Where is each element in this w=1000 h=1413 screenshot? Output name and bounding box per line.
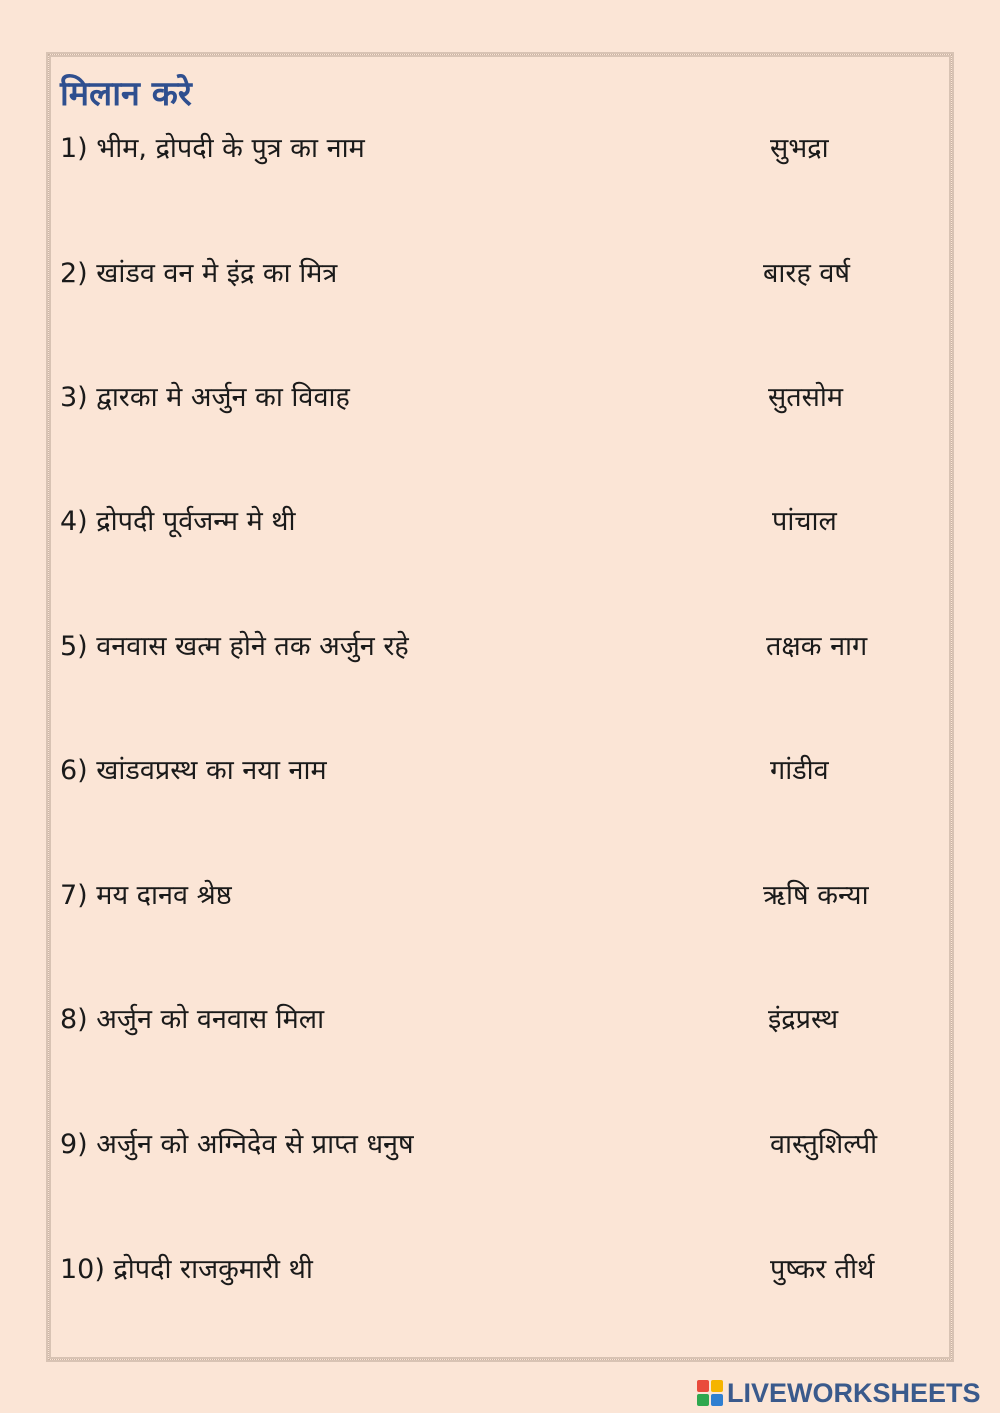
question-row: [60, 124, 940, 174]
logo-square: [711, 1394, 723, 1406]
question-row: [60, 373, 940, 423]
question-row: [60, 497, 940, 547]
logo-square: [697, 1394, 709, 1406]
answer-option[interactable]: बारह वर्ष: [763, 258, 850, 289]
question-row: [60, 1245, 940, 1295]
answer-option[interactable]: गांडीव: [770, 755, 829, 786]
answer-option[interactable]: इंद्रप्रस्थ: [768, 1004, 839, 1035]
question-row: [60, 622, 940, 672]
question-text: 1) भीम, द्रोपदी के पुत्र का नाम: [60, 133, 365, 164]
question-text: 5) वनवास खत्म होने तक अर्जुन रहे: [60, 631, 409, 662]
question-text: 10) द्रोपदी राजकुमारी थी: [60, 1254, 313, 1285]
logo-square: [697, 1380, 709, 1392]
question-row: [60, 995, 940, 1045]
liveworksheets-branding: [697, 1376, 981, 1410]
answer-option[interactable]: सुभद्रा: [770, 133, 829, 164]
logo-square: [711, 1380, 723, 1392]
question-row: [60, 1120, 940, 1170]
liveworksheets-wordmark: LIVEWORKSHEETS: [727, 1377, 981, 1408]
question-row: [60, 746, 940, 796]
question-text: 4) द्रोपदी पूर्वजन्म मे थी: [60, 506, 296, 537]
question-text: 2) खांडव वन मे इंद्र का मित्र: [60, 258, 338, 289]
answer-option[interactable]: तक्षक नाग: [766, 631, 868, 662]
answer-option[interactable]: ऋषि कन्या: [763, 880, 869, 911]
answer-option[interactable]: सुतसोम: [768, 382, 844, 413]
question-text: 9) अर्जुन को अग्निदेव से प्राप्त धनुष: [60, 1129, 414, 1160]
answer-option[interactable]: पुष्कर तीर्थ: [770, 1254, 875, 1285]
question-row: [60, 249, 940, 299]
answer-option[interactable]: वास्तुशिल्पी: [770, 1129, 878, 1160]
worksheet-title: मिलान करे: [60, 74, 192, 114]
question-row: [60, 871, 940, 921]
question-text: 6) खांडवप्रस्थ का नया नाम: [60, 755, 327, 786]
question-text: 3) द्वारका मे अर्जुन का विवाह: [60, 382, 350, 413]
question-text: 7) मय दानव श्रेष्ठ: [60, 880, 232, 911]
answer-option[interactable]: पांचाल: [772, 506, 837, 537]
liveworksheets-logo-icon: [697, 1380, 723, 1406]
question-text: 8) अर्जुन को वनवास मिला: [60, 1004, 325, 1035]
